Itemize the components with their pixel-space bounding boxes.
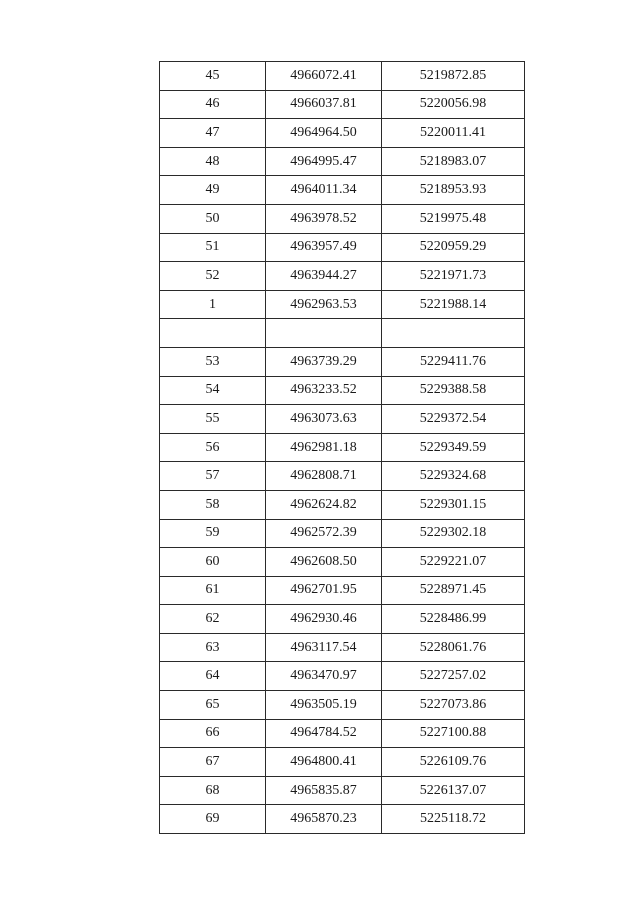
point-number-cell: 64	[160, 662, 266, 691]
x-coordinate-cell: 4963073.63	[266, 405, 382, 434]
point-number-cell: 58	[160, 490, 266, 519]
x-coordinate-cell: 4964964.50	[266, 119, 382, 148]
y-coordinate-cell: 5228061.76	[382, 633, 525, 662]
x-coordinate-cell: 4963470.97	[266, 662, 382, 691]
point-number-cell: 65	[160, 691, 266, 720]
table-row	[160, 119, 525, 148]
y-coordinate-cell: 5219975.48	[382, 204, 525, 233]
point-number-cell: 56	[160, 433, 266, 462]
x-coordinate-cell: 4964011.34	[266, 176, 382, 205]
point-number-cell: 47	[160, 119, 266, 148]
x-coordinate-cell: 4963957.49	[266, 233, 382, 262]
table-row	[160, 691, 525, 720]
point-number-cell: 55	[160, 405, 266, 434]
x-coordinate-cell: 4964784.52	[266, 719, 382, 748]
x-coordinate-cell: 4962808.71	[266, 462, 382, 491]
x-coordinate-cell: 4964995.47	[266, 147, 382, 176]
coordinate-table-body	[160, 62, 525, 834]
x-coordinate-cell: 4962624.82	[266, 490, 382, 519]
point-number-cell: 60	[160, 548, 266, 577]
y-coordinate-cell: 5221971.73	[382, 262, 525, 291]
table-row	[160, 405, 525, 434]
table-row	[160, 548, 525, 577]
table-row	[160, 748, 525, 777]
point-number-cell: 68	[160, 776, 266, 805]
y-coordinate-cell: 5220056.98	[382, 90, 525, 119]
x-coordinate-cell: 4962701.95	[266, 576, 382, 605]
table-row	[160, 262, 525, 291]
y-coordinate-cell	[382, 319, 525, 348]
x-coordinate-cell: 4962963.53	[266, 290, 382, 319]
y-coordinate-cell: 5225118.72	[382, 805, 525, 834]
point-number-cell: 53	[160, 347, 266, 376]
table-row	[160, 204, 525, 233]
point-number-cell: 49	[160, 176, 266, 205]
table-row	[160, 62, 525, 91]
table-row-blank	[160, 319, 525, 348]
x-coordinate-cell: 4962572.39	[266, 519, 382, 548]
x-coordinate-cell: 4963117.54	[266, 633, 382, 662]
y-coordinate-cell: 5229324.68	[382, 462, 525, 491]
table-row	[160, 519, 525, 548]
y-coordinate-cell: 5229221.07	[382, 548, 525, 577]
point-number-cell: 62	[160, 605, 266, 634]
x-coordinate-cell: 4962981.18	[266, 433, 382, 462]
table-row	[160, 462, 525, 491]
y-coordinate-cell: 5229301.15	[382, 490, 525, 519]
y-coordinate-cell: 5229302.18	[382, 519, 525, 548]
x-coordinate-cell: 4965835.87	[266, 776, 382, 805]
x-coordinate-cell: 4965870.23	[266, 805, 382, 834]
x-coordinate-cell: 4964800.41	[266, 748, 382, 777]
y-coordinate-cell: 5219872.85	[382, 62, 525, 91]
y-coordinate-cell: 5229388.58	[382, 376, 525, 405]
y-coordinate-cell: 5226137.07	[382, 776, 525, 805]
point-number-cell: 54	[160, 376, 266, 405]
table-row	[160, 347, 525, 376]
table-row	[160, 633, 525, 662]
table-row	[160, 233, 525, 262]
table-row	[160, 776, 525, 805]
y-coordinate-cell: 5218983.07	[382, 147, 525, 176]
point-number-cell: 57	[160, 462, 266, 491]
x-coordinate-cell: 4963978.52	[266, 204, 382, 233]
y-coordinate-cell: 5229349.59	[382, 433, 525, 462]
table-row	[160, 290, 525, 319]
point-number-cell: 45	[160, 62, 266, 91]
x-coordinate-cell: 4962608.50	[266, 548, 382, 577]
table-row	[160, 147, 525, 176]
x-coordinate-cell: 4962930.46	[266, 605, 382, 634]
point-number-cell: 59	[160, 519, 266, 548]
y-coordinate-cell: 5226109.76	[382, 748, 525, 777]
y-coordinate-cell: 5227257.02	[382, 662, 525, 691]
table-row	[160, 176, 525, 205]
table-row	[160, 376, 525, 405]
table-row	[160, 605, 525, 634]
table-row	[160, 805, 525, 834]
point-number-cell: 1	[160, 290, 266, 319]
point-number-cell: 50	[160, 204, 266, 233]
y-coordinate-cell: 5228971.45	[382, 576, 525, 605]
x-coordinate-cell: 4966037.81	[266, 90, 382, 119]
point-number-cell: 52	[160, 262, 266, 291]
table-row	[160, 662, 525, 691]
y-coordinate-cell: 5227100.88	[382, 719, 525, 748]
point-number-cell: 69	[160, 805, 266, 834]
y-coordinate-cell: 5227073.86	[382, 691, 525, 720]
table-row	[160, 719, 525, 748]
table-row	[160, 90, 525, 119]
x-coordinate-cell: 4963233.52	[266, 376, 382, 405]
y-coordinate-cell: 5221988.14	[382, 290, 525, 319]
point-number-cell: 67	[160, 748, 266, 777]
table-row	[160, 433, 525, 462]
point-number-cell: 51	[160, 233, 266, 262]
x-coordinate-cell: 4963739.29	[266, 347, 382, 376]
point-number-cell: 66	[160, 719, 266, 748]
point-number-cell: 48	[160, 147, 266, 176]
y-coordinate-cell: 5229411.76	[382, 347, 525, 376]
x-coordinate-cell	[266, 319, 382, 348]
table-row	[160, 576, 525, 605]
coordinate-table	[159, 61, 525, 834]
x-coordinate-cell: 4963505.19	[266, 691, 382, 720]
x-coordinate-cell: 4966072.41	[266, 62, 382, 91]
y-coordinate-cell: 5220011.41	[382, 119, 525, 148]
y-coordinate-cell: 5220959.29	[382, 233, 525, 262]
point-number-cell: 61	[160, 576, 266, 605]
point-number-cell: 63	[160, 633, 266, 662]
point-number-cell	[160, 319, 266, 348]
table-row	[160, 490, 525, 519]
x-coordinate-cell: 4963944.27	[266, 262, 382, 291]
y-coordinate-cell: 5229372.54	[382, 405, 525, 434]
y-coordinate-cell: 5228486.99	[382, 605, 525, 634]
y-coordinate-cell: 5218953.93	[382, 176, 525, 205]
point-number-cell: 46	[160, 90, 266, 119]
